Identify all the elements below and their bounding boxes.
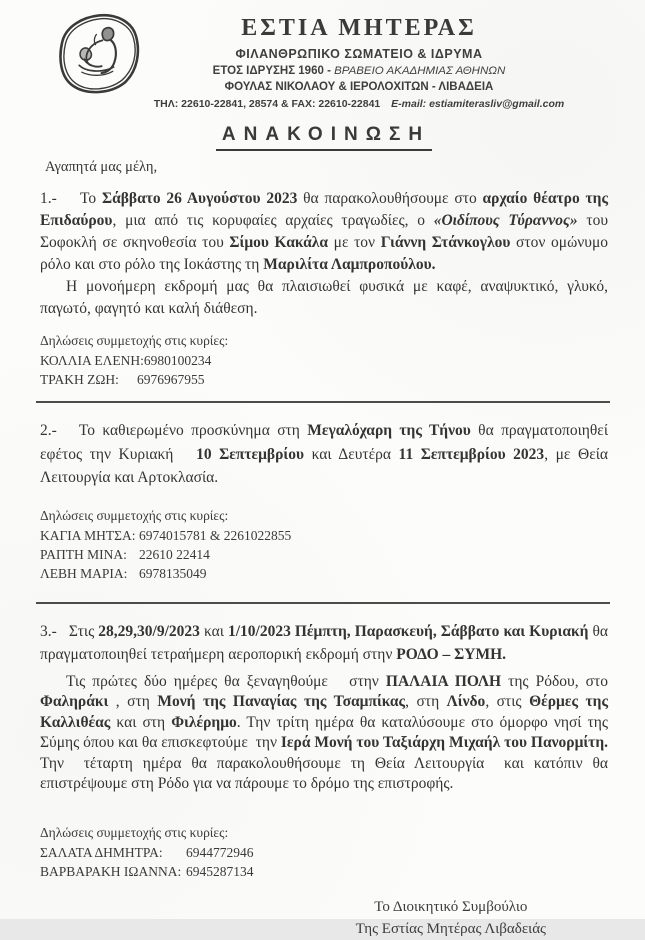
contact-phone: 6974015781 & 2261022855 [139,527,292,543]
text-segment: Σίμου Κακάλα [229,234,329,251]
text-segment: 28,29,30/9/2023 [98,622,200,640]
announcement-title-text: ΑΝΑΚΟΙΝΩΣΗ [216,124,432,151]
text-segment: , στη [405,693,447,710]
text-segment: Τις πρώτες δύο ημέρες θα ξεναγηθούμε στην [66,672,386,690]
text-segment: θα πραγματοποιηθεί τετραήμερη αεροπορική εκδρομή στην [40,622,608,663]
section1-paragraph [40,188,608,276]
contact-name: ΛΕΒΗ ΜΑΡΙΑ: [40,565,128,581]
contact-name: ΤΡΑΚΗ ΖΩΗ: [40,372,119,387]
mother-and-child-seal-icon [55,12,143,98]
text-segment: Θέρμες της Καλλιθέας [40,693,608,731]
text-segment: με τον [328,234,381,251]
contact-name: ΣΑΛΑΤΑ ΔΗΜΗΤΡΑ: [40,844,163,860]
text-segment: Μονή της Παναγίας της Τσαμπίκας [157,693,406,710]
section3-contacts [40,823,608,881]
contact-phone: 22610 22414 [139,546,210,562]
text-segment: του Σοφοκλή σε σκηνοθεσία του [40,212,609,251]
text-segment: Η μονοήμερη εκδρομή μας θα πλαισιωθεί φυσικά με καφέ, αναψυκτικό, γλυκό, παγωτό, φαγητό και καλή διάθεση. [40,278,608,317]
contact-row [40,843,608,862]
contact-row [40,370,608,389]
text-segment: Την τέταρτη ημέρα θα παρακολουθήσουμε τη Θεία Λειτουργία και κατόπιν θα επιστρέψουμε στη Ρόδο για να πάρουμε το δρόμο της επιστροφής. [40,754,608,792]
text-segment: 2.- Το καθιερωμένο προσκύνημα στη [40,422,308,439]
text-segment: 3.- Στις [40,622,99,640]
org-name: ΕΣΤΙΑ ΜΗΤΕΡΑΣ [241,15,477,41]
contact-phone: 6944772946 [186,844,254,860]
contact-row [40,545,608,564]
text-segment: και [199,622,228,640]
contacts-heading: Δηλώσεις συμμετοχής στις κυρίες: [40,507,229,523]
section2-paragraph [40,419,608,490]
contact-name: ΡΑΠΤΗ ΜΙΝΑ: [40,546,127,562]
contact-row [40,351,608,370]
contact-phone: 6980100234 [143,353,212,368]
section2-contacts [40,506,608,583]
section3-paragraph-2 [40,672,608,795]
section3-paragraph [40,620,608,667]
org-phone-fax: ΤΗΛ: 22610-22841, 28574 & FAX: 22610-22841 [153,97,381,110]
text-segment: θα πραγματοποιηθεί εφέτος την Κυριακή [40,422,608,463]
text-segment: Φιλέρημο [171,713,237,731]
signature-block [356,896,546,940]
contact-row [40,526,608,545]
text-segment: και στη [110,713,172,731]
text-segment: , στη [108,693,158,710]
text-segment: Μαριλίτα Λαμπροπούλου. [263,256,436,273]
text-segment: της Ρόδου, στο [501,672,608,690]
text-segment: στον ομώνυμο ρόλο και στο ρόλο της Ιοκάστης τη [40,234,609,273]
contact-name: ΚΟΛΛΙΑ ΕΛΕΝΗ: [40,353,144,368]
section-divider [36,602,610,604]
signature-line-2: Της Εστίας Μητέρας Λιβαδειάς [355,920,546,937]
contacts-heading: Δηλώσεις συμμετοχής στις κυρίες: [40,824,229,840]
announcement-title [40,124,608,151]
section1-paragraph-2 [40,276,608,320]
text-segment: ΠΑΛΑΙΑ ΠΟΛΗ [385,672,502,690]
contact-row [40,862,608,881]
text-segment: «Οιδίπους Τύραννος» [433,212,578,229]
text-segment: ΡΟΔΟ – ΣΥΜΗ. [396,646,507,663]
org-contact-line [110,99,608,110]
text-segment: , μια από τις κορυφαίες αρχαίες τραγωδίες, ο [112,212,434,229]
contacts-heading: Δηλώσεις συμμετοχής στις κυρίες: [40,333,229,348]
text-segment: Ιερά Μονή του Ταξιάρχη Μιχαήλ του Πανορμίτη. [280,734,609,751]
signature-line-1: Το Διοικητικό Συμβούλιο [374,898,528,915]
contact-name: ΒΑΡΒΑΡΑΚΗ ΙΩΑΝΝΑ: [40,863,182,879]
text-segment: . Την τρίτη ημέρα θα καταλύσουμε στο όμορφο νησί της Σύμης όπου και θα επισκεφτούμε την [40,713,608,751]
founded-year: ΕΤΟΣ ΙΔΡΥΣΗΣ 1960 - [212,64,335,77]
text-segment: 1/10/2023 Πέμπτη, Παρασκευή, Σάββατο και Κυριακή [227,622,589,640]
contact-phone: 6976967955 [137,372,205,387]
text-segment: 10 Σεπτεμβρίου [196,445,304,463]
contact-phone: 6945287134 [186,863,254,879]
section-divider [36,401,610,403]
text-segment: θα παρακολουθήσουμε στο [303,190,483,207]
text-segment: 1.- Το [40,190,102,207]
contact-name: ΚΑΓΙΑ ΜΗΤΣΑ: [40,527,136,543]
text-segment: Σάββατο 26 Αυγούστου 2023 [101,190,304,207]
org-subtitle: ΦΙΛΑΝΘΡΩΠΙΚΟ ΣΩΜΑΤΕΙΟ & ΙΔΡΥΜΑ [235,47,483,61]
org-founded-line [110,66,608,78]
text-segment: και Δευτέρα [304,445,399,463]
section1-contacts [40,331,608,389]
text-segment: 11 Σεπτεμβρίου 2023 [398,445,545,463]
contact-row [40,564,608,583]
text-segment: Φαληράκι [40,693,109,710]
org-address: ΦΟΥΛΑΣ ΝΙΚΟΛΑΟΥ & ΙΕΡΟΛΟΧΙΤΩΝ - ΛΙΒΑΔΕΙΑ [224,81,494,93]
text-segment: Γιάννη Στάνκογλου [380,234,511,251]
contact-phone: 6978135049 [139,565,207,581]
text-segment: Μεγαλόχαρη της Τήνου [307,422,471,439]
text-segment: , με Θεία Λειτουργία και Αρτοκλασία. [40,445,609,486]
org-email: E-mail: estiamiterasliv@gmail.com [391,97,565,110]
academy-award: ΒΡΑΒΕΙΟ ΑΚΑΔΗΜΙΑΣ ΑΘΗΝΩΝ [334,64,506,77]
text-segment: Λίνδο [446,693,486,710]
text-segment: αρχαίο θέατρο της Επιδαύρου [40,190,609,229]
greeting: Αγαπητά μας μέλη, [45,159,158,175]
text-segment: , στις [485,693,530,710]
